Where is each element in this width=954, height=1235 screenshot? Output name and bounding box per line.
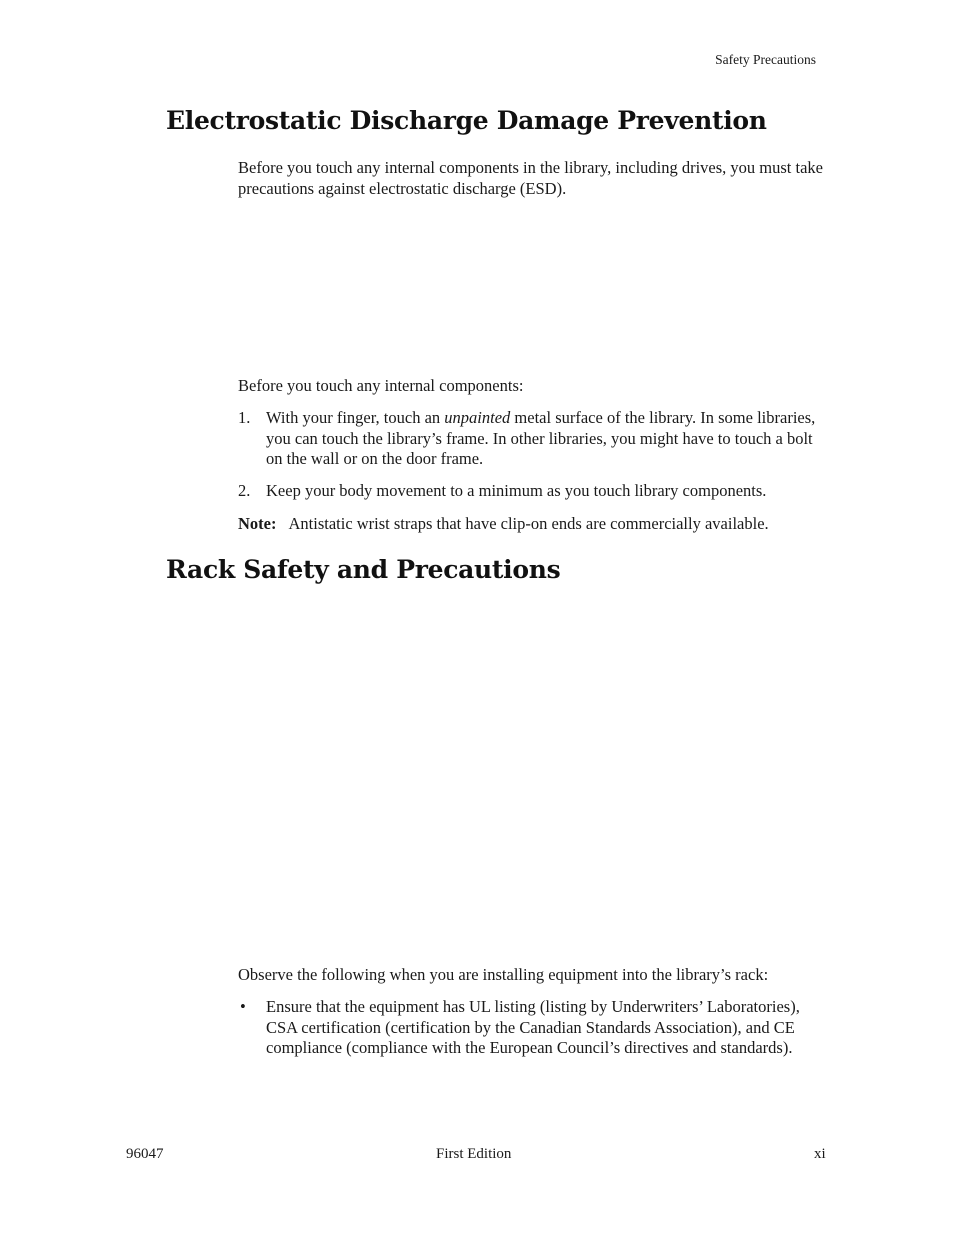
esd-step-2 <box>238 481 830 502</box>
step-text: With your finger, touch an unpainted metal surface of the library. In some libraries, you can touch the library’s frame. In other libraries, you might have to touch a bolt on the wall or on the door frame. <box>266 408 816 468</box>
esd-lead-in: Before you touch any internal components: <box>238 376 524 395</box>
note-text: Antistatic wrist straps that have clip-on ends are commercially available. <box>288 514 769 533</box>
rack-lead-in: Observe the following when you are installing equipment into the library’s rack: <box>238 965 769 984</box>
footer-edition: First Edition <box>436 1146 512 1162</box>
rack-bullet-1 <box>238 997 830 1059</box>
footer-doc-number: 96047 <box>126 1146 164 1162</box>
footer-page-number: xi <box>814 1146 826 1162</box>
bullet-marker: • <box>240 997 246 1016</box>
step-number: 2. <box>238 481 251 500</box>
step-text: Keep your body movement to a minimum as you touch library components. <box>266 481 767 500</box>
step-number: 1. <box>238 408 251 427</box>
note-label: Note: <box>238 514 277 533</box>
esd-step-1 <box>238 408 830 470</box>
esd-note <box>238 514 838 535</box>
running-header: Safety Precautions <box>715 52 816 67</box>
esd-intro-paragraph: Before you touch any internal components in the library, including drives, you must take precautions against electrostatic discharge (ESD). <box>238 158 824 198</box>
emphasis-text: unpainted <box>444 408 511 427</box>
bullet-text: Ensure that the equipment has UL listing (listing by Underwriters’ Laboratories), CSA certification (certification by the Canadian Standards Association), and CE compliance (compliance with the European Council’s directives and standards). <box>266 997 800 1057</box>
rack-heading: Rack Safety and Precautions <box>166 555 561 584</box>
esd-heading: Electrostatic Discharge Damage Prevention <box>166 106 767 135</box>
